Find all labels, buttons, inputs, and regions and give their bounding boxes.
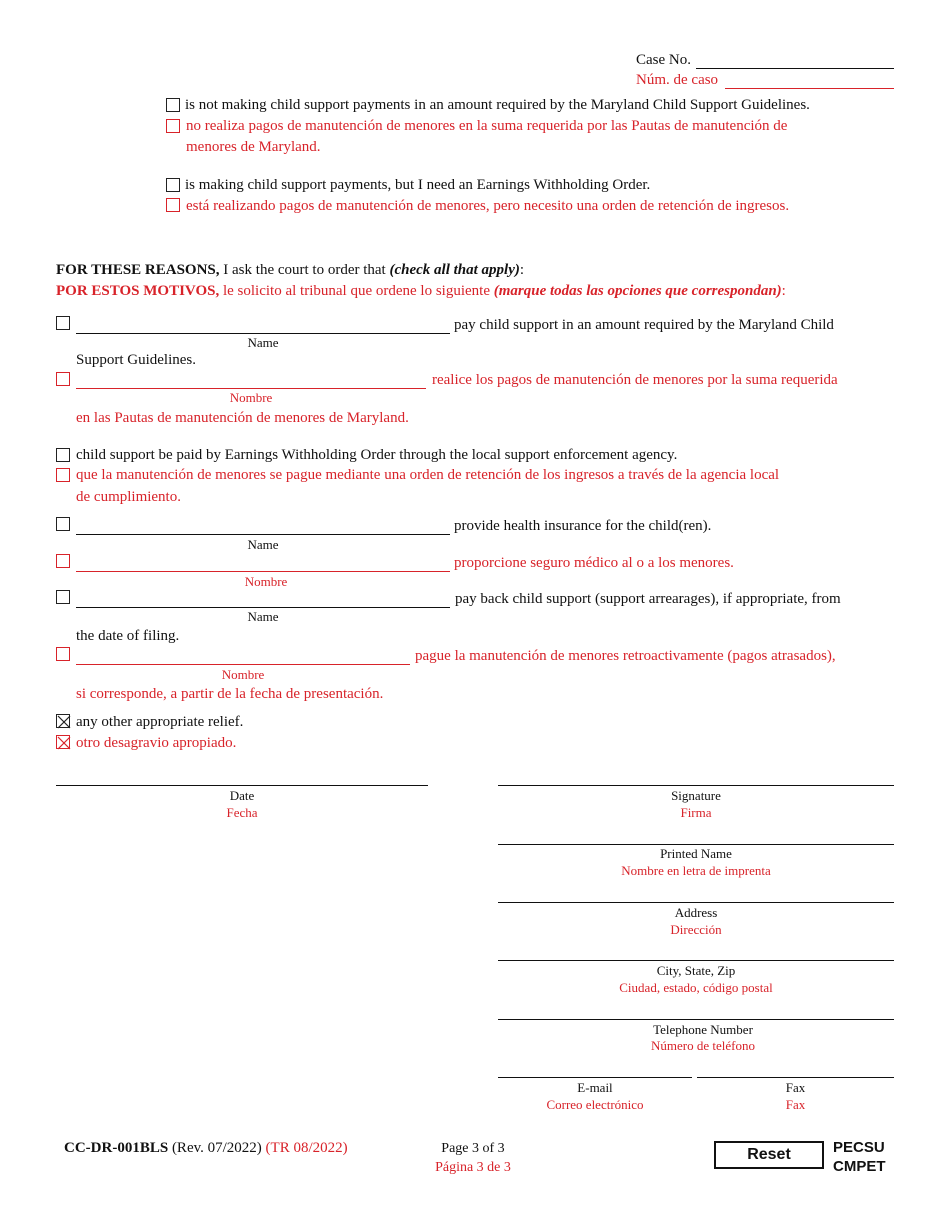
fax-label: Fax xyxy=(785,1080,806,1095)
health-name-label: Name xyxy=(247,537,279,552)
health-name-field[interactable] xyxy=(76,534,450,535)
ewo-text-es-2: de cumplimiento. xyxy=(76,489,181,505)
reasons-italic-es: (marque todas las opciones que correspondan) xyxy=(493,283,782,299)
other-relief-checkbox-es[interactable] xyxy=(56,735,70,749)
health-text-es: proporcione seguro médico al o a los menores. xyxy=(454,555,734,571)
pay-support-text-es-2: en las Pautas de manutención de menores de Maryland. xyxy=(76,410,409,426)
case-no-field-es-line xyxy=(725,88,894,89)
case-no-label-es: Núm. de caso xyxy=(636,72,719,88)
arrears-text-es: pague la manutención de menores retroactivamente (pagos atrasados), xyxy=(415,648,836,664)
printed-name-field[interactable] xyxy=(498,844,894,845)
pay-support-name-label: Name xyxy=(247,335,279,350)
form-code-1: PECSU xyxy=(833,1139,885,1156)
pay-support-text-2: Support Guidelines. xyxy=(76,352,196,368)
checked-x-icon-es xyxy=(57,736,71,750)
date-label: Date xyxy=(229,788,255,803)
not-paying-checkbox-es[interactable] xyxy=(166,119,180,133)
city-label: City, State, Zip xyxy=(656,963,736,978)
page-number-es: Página 3 de 3 xyxy=(435,1160,511,1175)
not-paying-checkbox[interactable] xyxy=(166,98,180,112)
other-relief-text: any other appropriate relief. xyxy=(76,714,244,730)
reasons-bold: FOR THESE REASONS, xyxy=(56,262,220,278)
health-checkbox[interactable] xyxy=(56,517,70,531)
printed-name-label-es: Nombre en letra de imprenta xyxy=(621,863,771,878)
ewo-text-es-1: que la manutención de menores se pague mediante una orden de retención de los ingresos a través de la agencia local xyxy=(76,467,780,483)
form-code-2: CMPET xyxy=(833,1158,886,1175)
pay-support-name-field-es[interactable] xyxy=(76,388,426,389)
arrears-name-label-es: Nombre xyxy=(221,667,265,682)
reasons-italic: (check all that apply) xyxy=(389,262,520,278)
needs-ewo-text-es: está realizando pagos de manutención de menores, pero necesito una orden de retención de ingresos. xyxy=(186,198,790,214)
reasons-text-es: le solicito al tribunal que ordene lo siguiente xyxy=(219,283,494,299)
date-label-es: Fecha xyxy=(226,805,258,820)
pay-support-text-es: realice los pagos de manutención de menores por la suma requerida xyxy=(432,372,838,388)
pay-support-checkbox-es[interactable] xyxy=(56,372,70,386)
not-paying-text: is not making child support payments in an amount required by the Maryland Child Support Guidelines. xyxy=(185,97,810,113)
form-rev: (Rev. 07/2022) xyxy=(168,1140,262,1156)
signature-label-es: Firma xyxy=(680,805,712,820)
arrears-name-label: Name xyxy=(247,609,279,624)
arrears-text: pay back child support (support arrearages), if appropriate, from xyxy=(455,591,841,607)
reasons-colon-es: : xyxy=(781,283,786,299)
not-paying-text-es-2: menores de Maryland. xyxy=(186,139,321,155)
arrears-name-field[interactable] xyxy=(76,607,450,608)
other-relief-checkbox[interactable] xyxy=(56,714,70,728)
arrears-name-field-es[interactable] xyxy=(76,664,410,665)
checked-x-icon xyxy=(57,715,71,729)
form-id-code: CC-DR-001BLS xyxy=(64,1140,169,1156)
pay-support-name-label-es: Nombre xyxy=(229,390,273,405)
case-no-field[interactable] xyxy=(696,68,894,69)
ewo-text: child support be paid by Earnings Withholding Order through the local support enforcement agency. xyxy=(76,447,678,463)
reasons-text: I ask the court to order that xyxy=(219,262,390,278)
needs-ewo-checkbox-es[interactable] xyxy=(166,198,180,212)
ewo-checkbox-es[interactable] xyxy=(56,468,70,482)
city-label-es: Ciudad, estado, código postal xyxy=(619,980,773,995)
address-label-es: Dirección xyxy=(670,922,722,937)
phone-label: Telephone Number xyxy=(653,1022,753,1037)
health-text: provide health insurance for the child(ren). xyxy=(454,518,712,534)
pay-support-name-field[interactable] xyxy=(76,333,450,334)
fax-label-es: Fax xyxy=(785,1097,806,1112)
reasons-bold-es: POR ESTOS MOTIVOS, xyxy=(56,283,220,299)
reasons-heading-es xyxy=(56,283,786,300)
address-field[interactable] xyxy=(498,902,894,903)
email-label: E-mail xyxy=(577,1080,613,1095)
not-paying-text-es-1: no realiza pagos de manutención de menores en la suma requerida por las Pautas de manutención de xyxy=(186,118,788,134)
needs-ewo-text: is making child support payments, but I need an Earnings Withholding Order. xyxy=(185,177,651,193)
page-number: Page 3 of 3 xyxy=(441,1141,505,1156)
needs-ewo-checkbox[interactable] xyxy=(166,178,180,192)
printed-name-label: Printed Name xyxy=(660,846,732,861)
reasons-colon: : xyxy=(519,262,525,278)
address-label: Address xyxy=(674,905,718,920)
health-name-label-es: Nombre xyxy=(244,574,288,589)
form-tr: (TR 08/2022) xyxy=(261,1140,348,1156)
reasons-heading xyxy=(56,262,524,279)
arrears-text-es-2: si corresponde, a partir de la fecha de presentación. xyxy=(76,686,384,702)
case-no-label: Case No. xyxy=(636,52,691,68)
signature-label: Signature xyxy=(671,788,721,803)
fax-field[interactable] xyxy=(697,1077,894,1078)
date-field[interactable] xyxy=(56,785,428,786)
ewo-checkbox[interactable] xyxy=(56,448,70,462)
health-name-field-es[interactable] xyxy=(76,571,450,572)
form-id xyxy=(64,1140,348,1157)
health-checkbox-es[interactable] xyxy=(56,554,70,568)
email-label-es: Correo electrónico xyxy=(546,1097,644,1112)
other-relief-text-es: otro desagravio apropiado. xyxy=(76,735,237,751)
arrears-checkbox-es[interactable] xyxy=(56,647,70,661)
email-field[interactable] xyxy=(498,1077,692,1078)
arrears-text-2: the date of filing. xyxy=(76,628,180,644)
signature-field[interactable] xyxy=(498,785,894,786)
pay-support-text: pay child support in an amount required by the Maryland Child xyxy=(454,317,834,333)
arrears-checkbox[interactable] xyxy=(56,590,70,604)
phone-field[interactable] xyxy=(498,1019,894,1020)
phone-label-es: Número de teléfono xyxy=(651,1038,755,1053)
pay-support-checkbox[interactable] xyxy=(56,316,70,330)
city-field[interactable] xyxy=(498,960,894,961)
reset-button[interactable]: Reset xyxy=(714,1141,824,1169)
